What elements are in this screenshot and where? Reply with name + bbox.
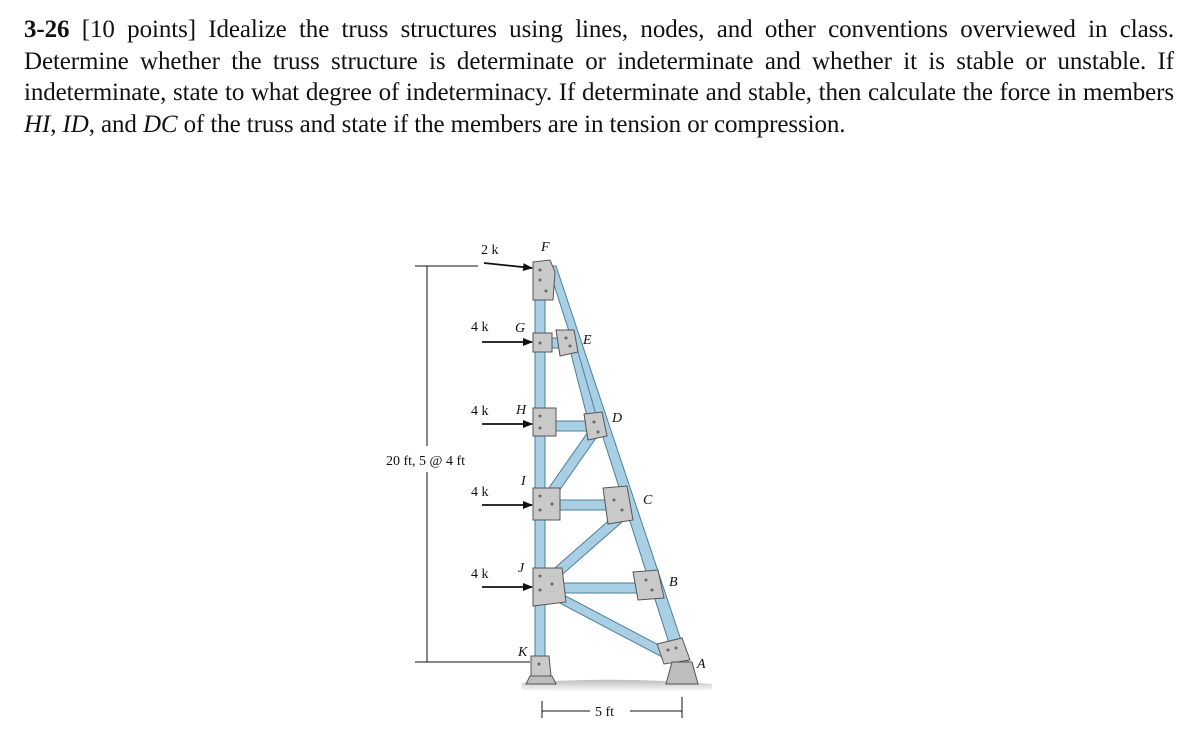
node-label-f: F — [541, 240, 550, 255]
bolt — [565, 337, 568, 340]
problem-text-part-2: of the truss and state if the members are in tension or compression. — [177, 110, 846, 138]
base-dimension-label: 5 ft — [595, 705, 615, 720]
problem-text-part-1: Idealize the truss structures using lines, nodes, and other conventions overviewed in class. Determine whether the truss structure is determinate or indeterminate and whether it is stable or unstable. If indeterminate, state to what degree of indeterminacy. If determinate and stable, then calculate the force in members — [24, 16, 1175, 106]
bolt — [539, 575, 542, 578]
member-left-vertical — [535, 268, 545, 676]
gusset-k — [531, 656, 551, 676]
bolt — [539, 427, 542, 430]
load-label-i: 4 k — [471, 485, 489, 500]
member-dc-label: DC — [142, 110, 178, 138]
bolt — [651, 589, 654, 592]
bolt — [645, 579, 648, 582]
node-label-d: D — [612, 411, 623, 426]
load-label-g: 4 k — [471, 320, 489, 335]
bolt — [551, 503, 554, 506]
bolts — [538, 269, 678, 666]
height-dimension-label: 20 ft, 5 @ 4 ft — [386, 454, 465, 469]
node-label-e: E — [583, 333, 592, 348]
node-label-a: A — [697, 657, 706, 672]
bolt — [539, 589, 542, 592]
gusset-c — [603, 486, 633, 524]
gusset-b — [633, 570, 664, 600]
bolt — [597, 431, 600, 434]
member-id-label: ID — [62, 110, 89, 138]
load-label-f: 2 k — [481, 243, 499, 258]
node-label-i: I — [521, 474, 526, 489]
bolt — [593, 421, 596, 424]
bolt — [539, 269, 542, 272]
bolt — [569, 345, 572, 348]
bolt — [539, 509, 542, 512]
separator-2: , and — [88, 110, 143, 138]
node-label-g: G — [515, 321, 526, 336]
bolt — [539, 279, 542, 282]
node-label-b: B — [669, 575, 678, 590]
member-hi-label: HI — [24, 110, 51, 138]
gusset-e — [556, 330, 578, 356]
gusset-f — [533, 260, 555, 300]
gusset-j — [533, 568, 566, 606]
gusset-g — [533, 333, 552, 352]
bolt — [551, 583, 554, 586]
support-k — [526, 676, 556, 684]
bolt — [539, 415, 542, 418]
gusset-h — [533, 408, 556, 436]
gusset-a — [657, 638, 690, 664]
problem-number: 3-26 — [24, 16, 70, 43]
truss-members — [535, 266, 690, 676]
bolt — [538, 663, 541, 666]
load-arrows — [482, 263, 532, 587]
bolt — [545, 290, 548, 293]
gusset-i — [533, 488, 560, 520]
node-label-k: K — [518, 645, 528, 660]
load-arrow-f — [484, 263, 532, 268]
separator-1: , — [50, 110, 63, 138]
bolt — [667, 649, 670, 652]
support-a — [666, 662, 698, 684]
bolt — [621, 509, 624, 512]
bolt — [675, 647, 678, 650]
bolt — [613, 499, 616, 502]
member-ka — [554, 593, 670, 658]
problem-points: [10 points] — [81, 16, 196, 43]
bolt — [539, 495, 542, 498]
node-label-h: H — [516, 403, 527, 418]
node-label-c: C — [643, 493, 653, 508]
node-label-j: J — [518, 561, 525, 576]
load-label-j: 4 k — [471, 567, 489, 582]
bolt — [539, 342, 542, 345]
load-label-h: 4 k — [471, 404, 489, 419]
